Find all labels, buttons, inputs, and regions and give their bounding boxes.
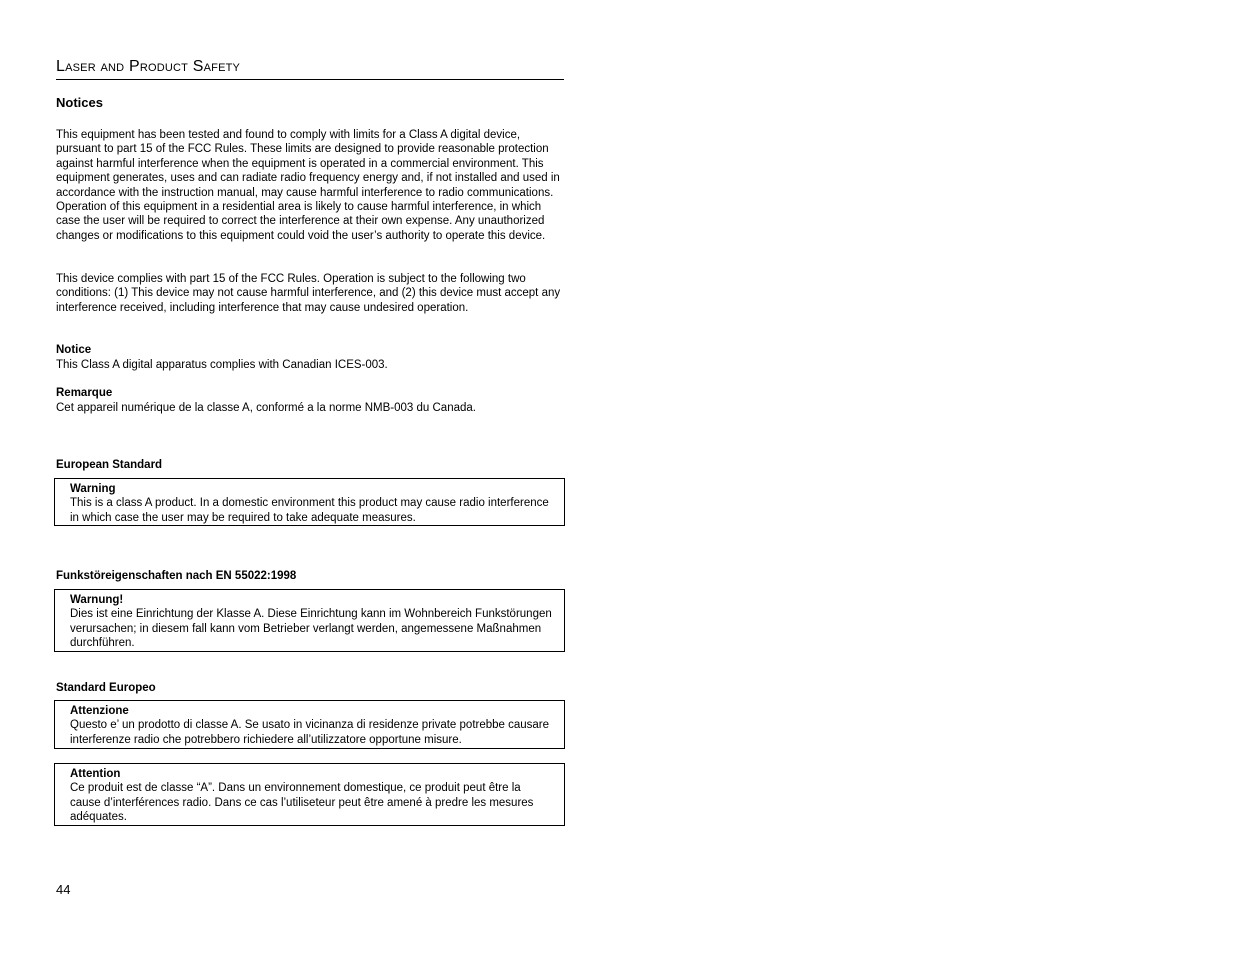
attenzione-box-text: Questo e’ un prodotto di classe A. Se usato in vicinanza di residenze private potrebbe causare interferenze radio che potrebbero richiedere all’utilizzatore opportune misure.: [70, 719, 550, 746]
european-standard-heading: European Standard: [56, 459, 163, 471]
remarque-text: Cet appareil numérique de la classe A, conformé a la norme NMB-003 du Canada.: [56, 402, 476, 414]
page-number: 44: [56, 882, 71, 897]
page-title: Laser and Product Safety: [56, 57, 564, 80]
notices-heading: Notices: [56, 95, 103, 110]
standard-europeo-heading: Standard Europeo: [56, 682, 156, 694]
attenzione-box-title: Attenzione: [70, 705, 129, 717]
funk-heading: Funkstöreigenschaften nach EN 55022:1998: [56, 570, 297, 582]
notice-heading: Notice: [56, 344, 92, 356]
fcc-paragraph-1: This equipment has been tested and found to comply with limits for a Class A digital device, pursuant to part 15 of the FCC Rules. These limits are designed to provide reasonable protection against harmful interference when the equipment is operated in a commercial environment. This equipment generates, uses and can radiate radio frequency energy and, if not installed and used in accordance with the instruction manual, may cause harmful interference to radio communications. Operation of this equipment in a residential area is likely to cause harmful interference, in which case the user will be required to correct the interference at their own expense. Any unauthorized changes or modifications to this equipment could void the user’s authority to operate this device.: [56, 129, 560, 242]
attention-box-title: Attention: [70, 768, 121, 780]
warning-box: [54, 478, 565, 526]
notice-text: This Class A digital apparatus complies with Canadian ICES-003.: [56, 359, 388, 371]
warnung-box-text: Dies ist eine Einrichtung der Klasse A. Diese Einrichtung kann im Wohnbereich Funkstörungen verursachen; in diesem fall kann vom Betrieber verlangt werden, angemessene Maßnahmen durchführen.: [70, 608, 552, 650]
warnung-box: [54, 589, 565, 652]
attenzione-box: [54, 700, 565, 749]
remarque-heading: Remarque: [56, 387, 113, 399]
fcc-paragraph-2: This device complies with part 15 of the FCC Rules. Operation is subject to the following two conditions: (1) This device may not cause harmful interference, and (2) this device must accept any interference received, including interference that may cause undesired operation.: [56, 273, 561, 314]
warnung-box-title: Warnung!: [70, 594, 124, 606]
warning-box-text: This is a class A product. In a domestic environment this product may cause radio interference in which case the user may be required to take adequate measures.: [70, 497, 549, 524]
attention-box-text: Ce produit est de classe “A”. Dans un environnement domestique, ce produit peut être la cause d’interférences radio. Dans ce cas l’utiliseteur peut être amené à predre les mesures adéquates.: [70, 782, 534, 824]
attention-box: [54, 763, 565, 826]
warning-box-title: Warning: [70, 483, 116, 495]
